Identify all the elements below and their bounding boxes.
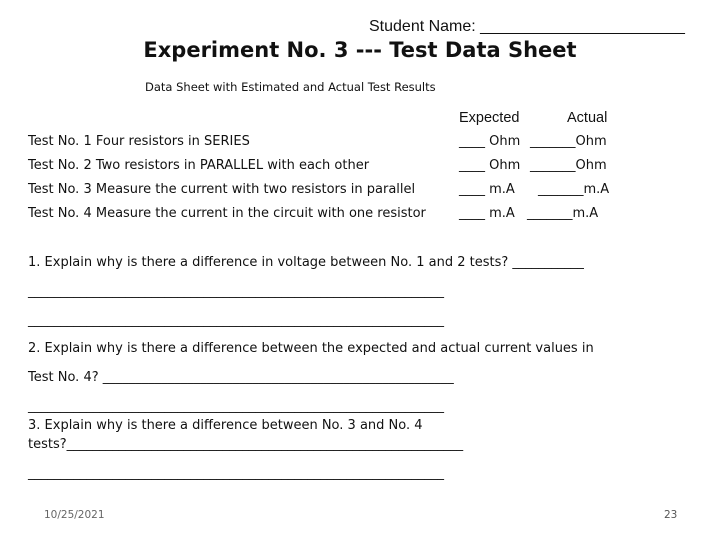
expected-column-header: Expected xyxy=(459,110,520,126)
actual-column-header: Actual xyxy=(567,110,608,126)
test-row-label: Test No. 3 Measure the current with two resistors in parallel xyxy=(28,182,416,197)
answer-line: ________________________________________________________________ xyxy=(28,284,444,299)
test-row-expected: ____ Ohm xyxy=(459,134,521,149)
test-row-expected: ____ m.A xyxy=(459,206,515,221)
question-2-continuation: Test No. 4? ______________________________________________________ xyxy=(28,370,454,385)
test-row-actual: _______Ohm xyxy=(530,158,607,173)
test-row-label: Test No. 4 Measure the current in the circuit with one resistor xyxy=(28,206,426,221)
footer-date: 10/25/2021 xyxy=(44,509,105,521)
answer-line: ________________________________________________________________ xyxy=(28,313,444,328)
page-subtitle: Data Sheet with Estimated and Actual Test Results xyxy=(145,80,436,94)
page-number: 23 xyxy=(664,509,678,521)
test-row-expected: ____ m.A xyxy=(459,182,515,197)
page-title: Experiment No. 3 --- Test Data Sheet xyxy=(143,38,577,62)
question-3: 3. Explain why is there a difference between No. 3 and No. 4 xyxy=(28,418,423,433)
test-row-expected: ____ Ohm xyxy=(459,158,521,173)
answer-line: ________________________________________________________________ xyxy=(28,399,444,414)
question-1: 1. Explain why is there a difference in voltage between No. 1 and 2 tests? ___________ xyxy=(28,255,584,270)
student-name-field: Student Name: _______________________ xyxy=(369,18,685,35)
test-row-actual: _______m.A xyxy=(538,182,610,197)
test-row-label: Test No. 1 Four resistors in SERIES xyxy=(28,134,250,149)
answer-line: ________________________________________________________________ xyxy=(28,466,444,481)
question-2: 2. Explain why is there a difference between the expected and actual current values in xyxy=(28,341,594,356)
test-row-actual: _______m.A xyxy=(527,206,599,221)
test-row-actual: _______Ohm xyxy=(530,134,607,149)
question-3-continuation: tests?_____________________________________________________________ xyxy=(28,437,464,452)
test-row-label: Test No. 2 Two resistors in PARALLEL with each other xyxy=(28,158,370,173)
